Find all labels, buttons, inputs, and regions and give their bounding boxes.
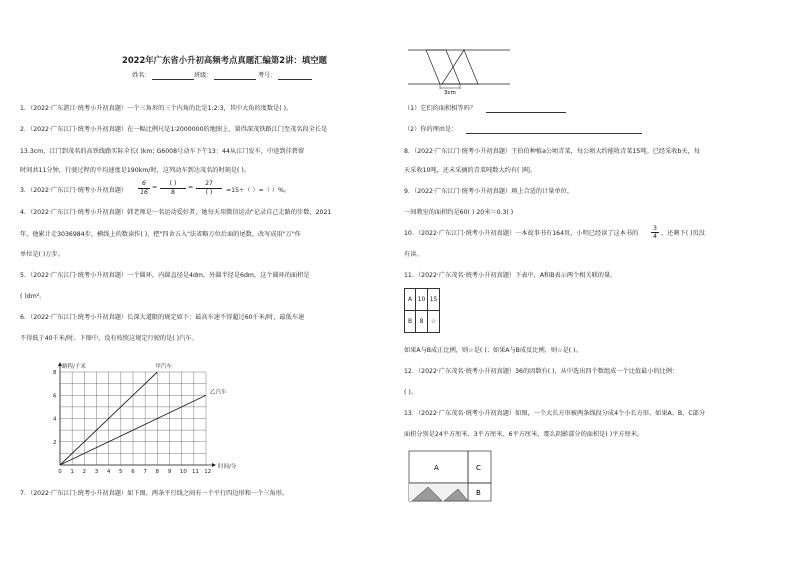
question-2-line-2: 13.3cm，江门到茂名的高铁线路实际全长( )km; G6008号动车下午13：44从江门发车，中途到佳碧留 <box>20 148 305 155</box>
x-tick-label: 6 <box>131 469 135 475</box>
y-tick-label: 6 <box>53 393 57 400</box>
exam-no-field[interactable] <box>278 79 312 80</box>
name-field[interactable] <box>152 79 194 80</box>
table-cell: 15 <box>428 289 440 311</box>
exam-no-label: 考号： <box>258 72 277 79</box>
x-tick-label: 10 <box>179 469 187 475</box>
x-tick-label: 11 <box>192 469 200 475</box>
region-c-label: C <box>476 464 481 472</box>
question-3-head: 3．（2022·广东江门·统考小升初真题） <box>20 187 128 194</box>
question-6-line-2: 不得低于40千米/时。下图中，没有按照这规定行驶的是( )汽车。 <box>20 335 198 342</box>
series-label-2: 乙汽车 <box>210 389 227 396</box>
dimension-label-3cm: 3cm <box>444 90 456 96</box>
fraction-three-quarters <box>651 225 659 240</box>
ab-table <box>404 288 440 333</box>
question-8-line-2: 天采收10吨，还未采摘的青菜吨数大约有( )吨。 <box>404 167 537 174</box>
x-tick-label: 12 <box>204 469 212 475</box>
question-8-line-1: 8．（2022·广东江门·统考小升初真题）王伯伯种植a公顷青菜，每公顷大约能收青菜15吨。已经采收b天，每 <box>404 148 700 155</box>
fraction-denominator: 4 <box>653 233 657 240</box>
x-axis-arrow <box>212 463 216 467</box>
question-3-tail: =15÷（ ）=（ ）%。 <box>226 187 291 194</box>
fraction-2-denominator: 8 <box>171 189 175 196</box>
question-5-line-1: 5．（2022·广东江门·统考小升初真题）一个圆环，内圆直径是4dm，外圆半径是6dm，这个圆环的面积是 <box>20 272 310 279</box>
question-11-line-2: 如果A与B成正比例，则☆是( )；如果A与B成反比例，则☆是( )。 <box>404 347 582 354</box>
y-tick-label: 8 <box>53 370 57 376</box>
question-10-line-2: 有读。 <box>404 251 423 258</box>
fraction-1-denominator: 16 <box>140 189 148 196</box>
region-a-label: A <box>434 464 439 472</box>
x-tick-label: 9 <box>167 469 172 475</box>
r-answer-line-1[interactable] <box>486 112 566 113</box>
fraction-numerator: 3 <box>653 225 657 232</box>
fraction-1-numerator: 6 <box>142 180 146 187</box>
question-10-tail: ，还剩下( )页没 <box>661 230 705 237</box>
question-10-head: 10．（2022·广东江门·统考小升初真题）一本故事书有164页，小明已经读了这本书的 <box>404 230 639 237</box>
y-tick-label: 4 <box>53 416 57 423</box>
fraction-2-blank[interactable]: ( ) <box>169 180 177 187</box>
page-title: 2022年广东省小升初高频考点真题汇编第2讲：填空题 <box>122 55 328 65</box>
x-tick-label: 2 <box>82 469 87 475</box>
table-row <box>405 289 440 311</box>
question-12-line-1: 12．（2022·广东茂名·统考小升初真题）36的因数有( )，从中选出四个数组成一个比值最小的比例： <box>404 368 679 375</box>
r-question-1: （1）它们的面积相等吗？ <box>404 105 476 112</box>
question-11: 11．（2022·广东茂名·统考小升初真题）下表中，A和B表示两个相关联的量。 <box>404 272 617 279</box>
region-b-label: B <box>476 489 481 497</box>
rectangle-partition-figure <box>408 450 492 502</box>
x-axis-label: 时间/分 <box>218 464 237 470</box>
x-tick-label: 0 <box>58 469 62 475</box>
class-field[interactable] <box>214 79 256 80</box>
class-label: 班级： <box>194 72 213 79</box>
x-tick-label: 1 <box>70 469 74 475</box>
question-4-line-3: 单位是( )万步。 <box>20 251 64 258</box>
question-7: 7．（2022·广东江门·统考小升初真题）如下图，两条平行线之间有一个平行四边形和一个三角形。 <box>20 490 289 497</box>
question-5-line-2: ( )dm²。 <box>20 293 46 300</box>
parallelogram-triangle-figure <box>404 46 514 94</box>
x-tick-label: 8 <box>155 469 160 475</box>
table-row <box>405 311 440 333</box>
table-cell: 8 <box>416 311 428 333</box>
y-tick-label: 2 <box>53 439 57 446</box>
r-question-2: （2）你的理由是： <box>404 126 458 133</box>
fraction-3-numerator: 27 <box>205 180 213 187</box>
equals-sign: = <box>152 184 158 191</box>
table-cell: B <box>405 311 416 333</box>
question-12-line-2: ( )。 <box>404 389 417 396</box>
x-tick-label: 5 <box>119 469 123 475</box>
distance-time-chart <box>40 350 260 475</box>
table-cell: A <box>405 289 416 311</box>
question-9-line-2: 一间教室的面积约是60( ) 20米＝0.3( ) <box>404 209 514 216</box>
question-2-line-1: 2．（2022·广东江门·统考小升初真题）在一幅比例尺是1∶2000000的地图上，量得深茂铁路江门至茂名段全长是 <box>20 126 328 133</box>
question-1: 1．（2022·广东湛江·统考小升初真题）一个三角形的三个内角的比是1:2:3，其中大角的度数是( )。 <box>20 105 293 112</box>
table-cell: ☆ <box>428 311 440 333</box>
x-tick-label: 3 <box>94 469 99 475</box>
series-label-1: 甲汽车 <box>155 364 172 370</box>
table-cell: 10 <box>416 289 428 311</box>
question-13-line-2: 面积分别是24平方厘米、3平方厘米、6平方厘米，那么阴影部分的面积是( )平方厘米。 <box>404 431 644 438</box>
name-label: 姓名： <box>132 72 151 79</box>
fraction-3-blank[interactable]: ( ) <box>205 189 213 196</box>
question-4-line-1: 4．（2022·广东江门·统考小升初真题）韩老师是一名运动爱好者，她每天用微信运动"记录自己走路的步数，2021 <box>20 209 332 216</box>
question-13-line-1: 13．（2022·广东茂名·统考小升初真题）如图，一个大长方形被两条线段分成4个小长方形，如果A、B、C部分 <box>404 410 706 417</box>
x-tick-label: 7 <box>143 469 147 475</box>
question-6-line-1: 6．（2022·广东江门·统考小升初真题）长深大道限的规定如下：最高车速不得超过60千米/时，最低车速 <box>20 314 305 321</box>
question-2-line-3: 时间共11分钟，行驶过程的平均速度是190km/时，这列动车到达茂名的时刻是( )。 <box>20 167 250 174</box>
y-axis-label: 路程/千米 <box>62 364 86 370</box>
x-tick-label: 4 <box>106 469 111 475</box>
r-answer-line-2[interactable] <box>466 133 642 134</box>
question-4-line-2: 年，他累计走3036984步，横线上的数读作( )，把"四舍五入"法省略万位后面的尾数，改写成用"万"作 <box>20 231 301 238</box>
question-9-line-1: 9．（2022·广东江门·统考小升初真题）填上合适的计量单位。 <box>404 188 574 195</box>
